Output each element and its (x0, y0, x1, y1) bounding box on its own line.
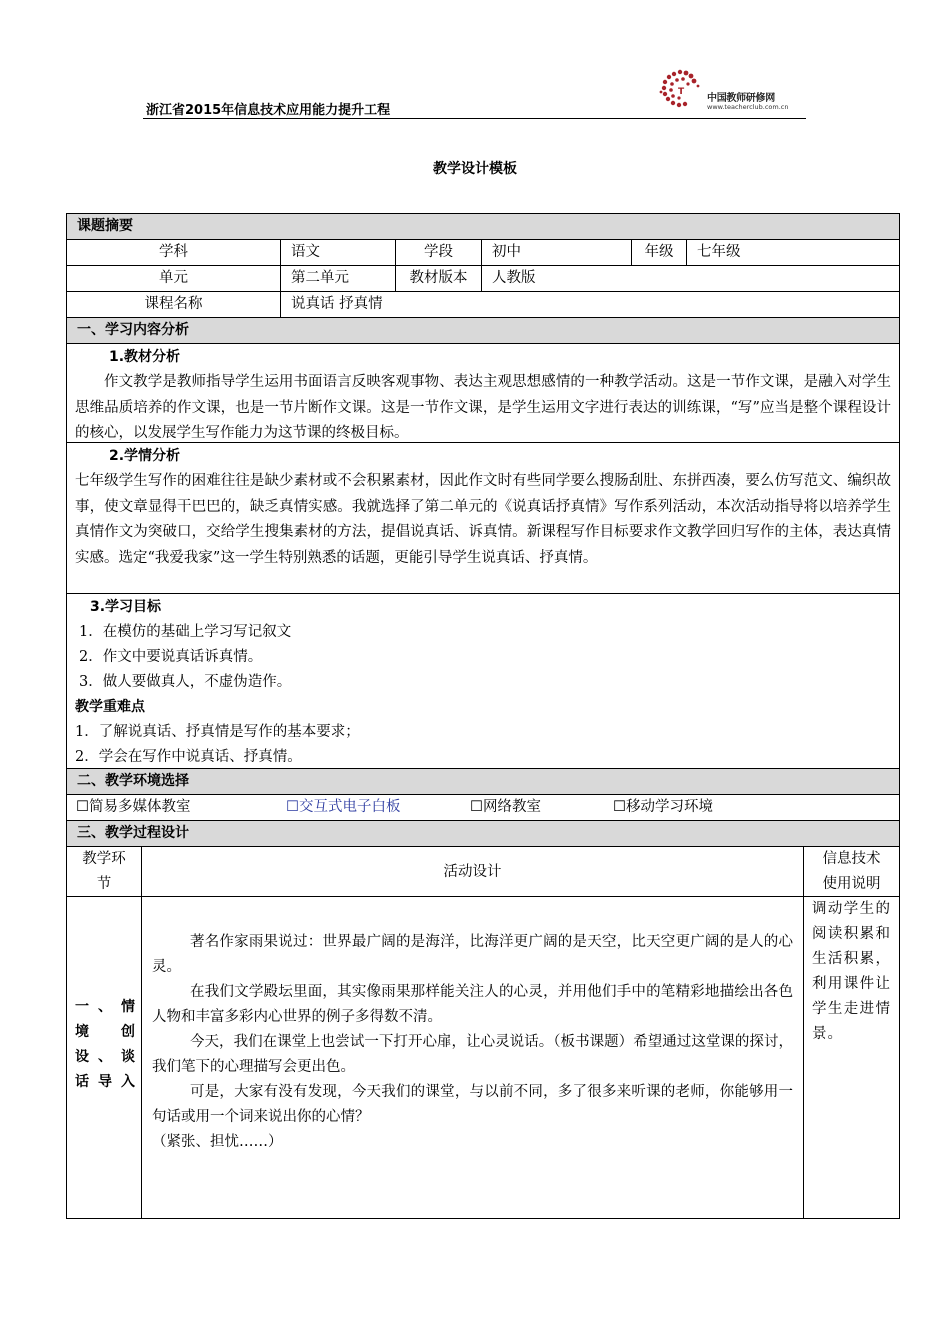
activity-design-cell (141, 897, 803, 1218)
key-points-heading: 教学重难点 (75, 699, 145, 715)
stage-name-line: 话导入 (75, 1074, 135, 1090)
activity-paragraph: 著名作家雨果说过：世界最广阔的是海洋，比海洋更广阔的是天空，比天空更广阔的是人的心灵。 (152, 934, 793, 975)
unit-value: 第二单元 (280, 266, 395, 291)
it-note-text: 调动学生的阅读积累和生活积累，利用课件让学生走进情景。 (812, 901, 891, 1042)
key-point-item: 1．了解说真话、抒真情是写作的基本要求； (75, 724, 360, 740)
edition-value: 人教版 (481, 266, 899, 291)
col-it-header (803, 847, 899, 896)
summary-row-2 (67, 266, 899, 292)
logo-name: 中国教师研修网 (707, 93, 775, 104)
design-table (66, 213, 900, 1219)
goal-item: 3．做人要做真人，不虚伪造作。 (79, 674, 292, 690)
subject-label: 学科 (159, 244, 188, 260)
section3-heading: 三、教学过程设计 (67, 821, 899, 847)
logo-url: www.teacherclub.com.cn (707, 103, 789, 111)
key-point-item: 2．学会在写作中说真话、抒真情。 (75, 749, 302, 765)
project-title: 浙江省2015年信息技术应用能力提升工程 (146, 103, 391, 118)
edition-label: 教材版本 (395, 266, 481, 291)
env-option-network[interactable]: ☐网络教室 (470, 799, 541, 815)
header-divider (143, 118, 806, 119)
activity-paragraph: 今天，我们在课堂上也尝试一下打开心扉，让心灵说话。（板书课题）希望通过这堂课的探讨，我们笔下的心理描写会更出色。 (152, 1034, 793, 1075)
summary-heading: 课题摘要 (67, 214, 899, 240)
goal-item: 1．在模仿的基础上学习写记叙文 (79, 624, 292, 640)
learning-goals (67, 594, 899, 769)
subject-value: 语文 (280, 240, 395, 265)
grade-value: 七年级 (686, 240, 899, 265)
col-stage-line: 节 (96, 876, 112, 892)
environment-options (67, 795, 899, 821)
material-heading: 1.教材分析 (109, 349, 181, 365)
process-row-intro (67, 897, 899, 1218)
col-stage-line: 教学环 (82, 851, 126, 867)
stage-name-line: 境 创 (75, 1024, 135, 1040)
process-header-row (67, 847, 899, 897)
col-stage-header (67, 847, 141, 896)
it-note-cell (803, 897, 899, 1218)
stage-name-line: 一、情 (75, 999, 135, 1015)
svg-text:T: T (678, 87, 685, 97)
material-text: 作文教学是教师指导学生运用书面语言反映客观事物、表达主观思想感情的一种教学活动。这是一节作文课，是融入对学生思维品质培养的作文课，也是一节片断作文课。这是一节作文课，是学生运用文字进行表达的训练课，“写”应当是整个课程设计的核心，以发展学生写作能力为这节课的终极目标。 (75, 374, 891, 441)
students-text: 七年级学生写作的困难往往是缺少素材或不会积累素材，因此作文时有些同学要么搜肠刮肚、东拼西凑，要么仿写范文、编织故事，使文章显得干巴巴的，缺乏真情实感。我就选择了第二单元的《说真话抒真情》写作系列活动，本次活动指导将以培养学生真情作文为突破口，交给学生搜集素材的方法，提倡说真话、诉真情。新课程写作目标要求作文教学回归写作的主体，表达真情实感。选定“我爱我家”这一学生特别熟悉的话题，更能引导学生说真话、抒真情。 (75, 473, 891, 566)
goals-heading: 3.学习目标 (90, 599, 162, 615)
env-option-mobile[interactable]: ☐移动学习环境 (613, 799, 713, 815)
course-value: 说真话 抒真情 (280, 292, 899, 317)
summary-row-3 (67, 292, 899, 318)
stage-label: 学段 (395, 240, 481, 265)
stage-name-cell (67, 897, 141, 1218)
students-heading: 2.学情分析 (109, 448, 181, 464)
activity-paragraph: 在我们文学殿坛里面，其实像雨果那样能关注人的心灵，并用他们手中的笔精彩地描绘出各色人物和丰富多彩内心世界的例子多得数不清。 (152, 984, 793, 1025)
grade-label: 年级 (631, 240, 686, 265)
unit-label: 单元 (159, 270, 188, 286)
document-title: 教学设计模板 (433, 161, 517, 177)
summary-row-1 (67, 240, 899, 266)
activity-paragraph: 可是，大家有没有发现，今天我们的课堂，与以前不同，多了很多来听课的老师，你能够用一句话或用一个词来说出你的心情？ (152, 1084, 793, 1125)
stage-value: 初中 (481, 240, 631, 265)
student-analysis (67, 443, 899, 594)
logo-dots-icon (655, 68, 705, 116)
goal-item: 2．作文中要说真话诉真情。 (79, 649, 263, 665)
col-it-line: 使用说明 (822, 876, 881, 892)
env-option-whiteboard[interactable]: ☐交互式电子白板 (286, 799, 401, 815)
col-it-line: 信息技术 (822, 851, 881, 867)
section2-heading: 二、教学环境选择 (67, 769, 899, 795)
col-activity-header: 活动设计 (141, 847, 803, 896)
activity-response: （紧张、担忧……） (152, 1134, 283, 1150)
teacher-club-logo (655, 68, 805, 116)
env-option-multimedia[interactable]: ☐简易多媒体教室 (76, 799, 191, 815)
material-analysis (67, 344, 899, 443)
course-label: 课程名称 (144, 296, 203, 312)
section1-heading: 一、学习内容分析 (67, 318, 899, 344)
stage-name-line: 设、谈 (75, 1049, 135, 1065)
